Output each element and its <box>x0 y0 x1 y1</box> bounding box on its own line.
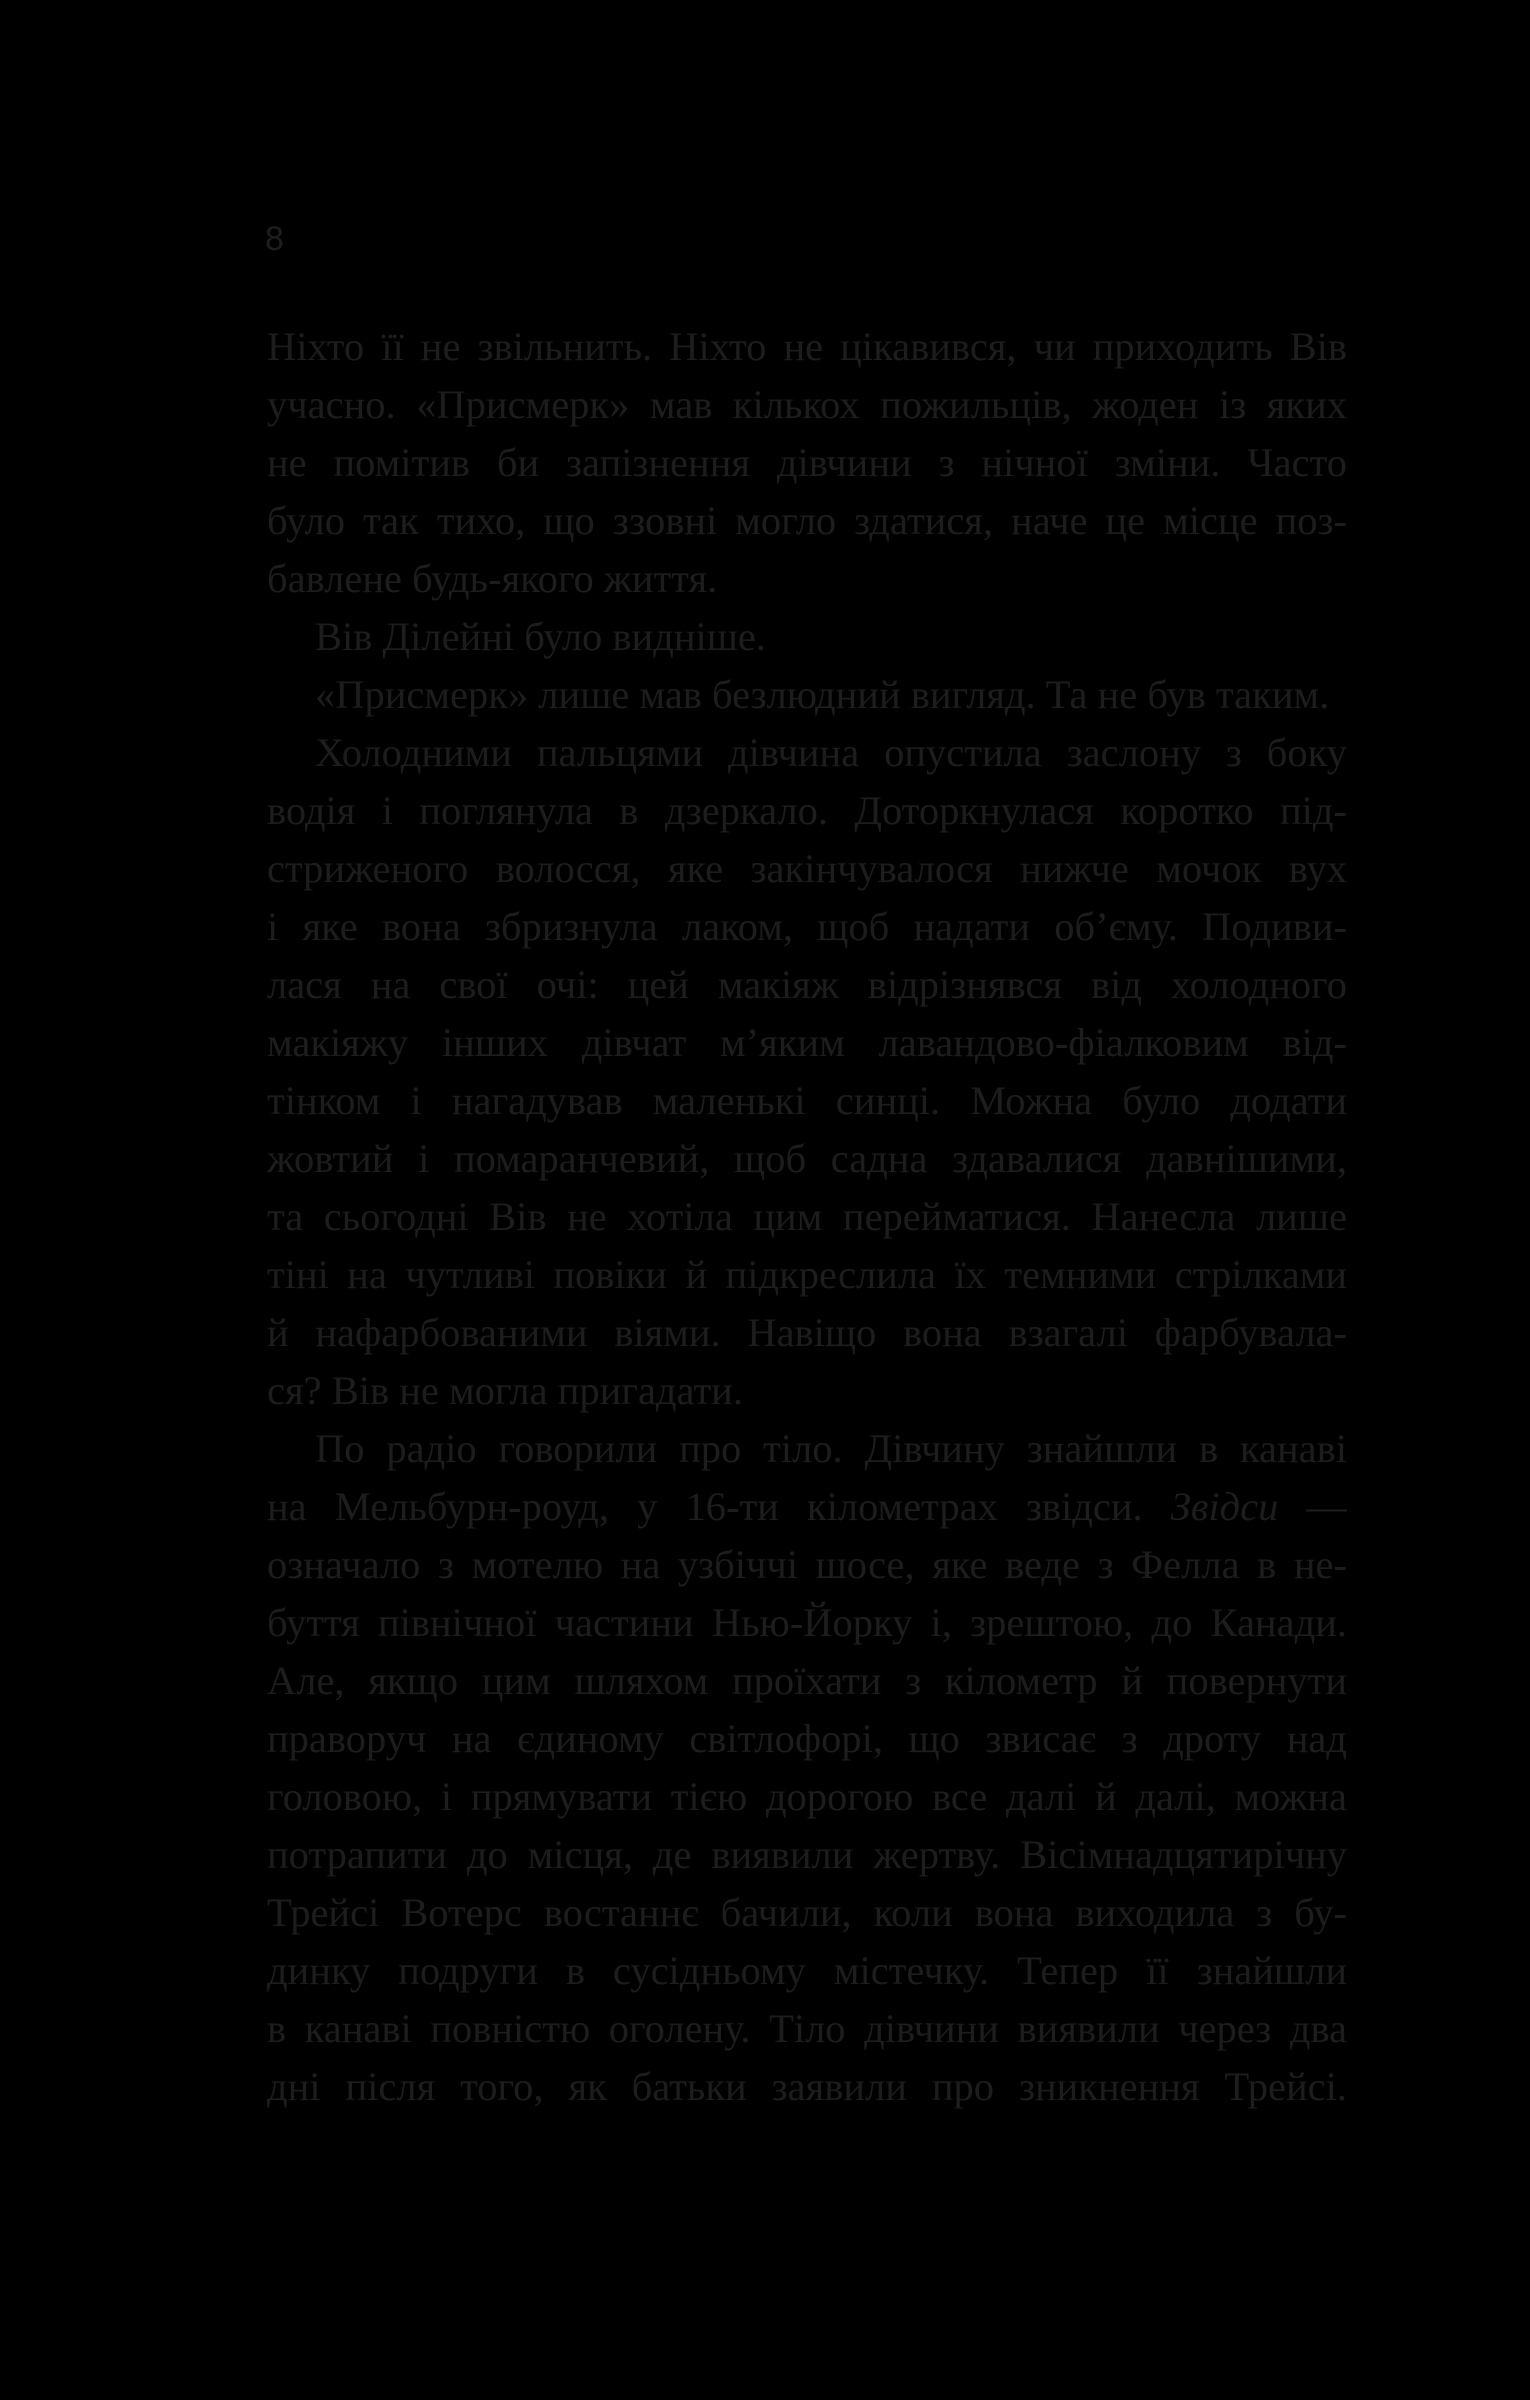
text-line: Але, якщо цим шляхом проїхати з кілометр й повернути <box>267 1658 1347 1703</box>
page-number: 8 <box>265 220 284 258</box>
text-line: дні після того, як батьки заявили про зникнення Трейсі. <box>267 2064 1347 2109</box>
text-line: не помітив би запізнення дівчини з нічної зміни. Часто <box>267 440 1347 485</box>
text-line: динку подруги в сусідньому містечку. Тепер її знайшли <box>267 1948 1347 1993</box>
text-line: праворуч на єдиному світлофорі, що звисає з дроту над <box>267 1716 1347 1761</box>
text-line: головою, і прямувати тією дорогою все далі й далі, можна <box>267 1774 1347 1819</box>
text-line <box>267 1478 1347 1536</box>
text-line: «Присмерк» лише мав безлюдний вигляд. Та не був таким. <box>315 672 1330 717</box>
text-line: було так тихо, що ззовні могло здатися, наче це місце поз- <box>267 498 1347 543</box>
text-span: на Мельбурн-роуд, у 16-ти кілометрах звідси. <box>267 1484 1171 1529</box>
text-line: ся? Вів не могла пригадати. <box>267 1368 743 1413</box>
text-line: Вів Ділейні було видніше. <box>315 614 767 659</box>
text-line: та сьогодні Вів не хотіла цим перейматися. Нанесла лише <box>267 1194 1347 1239</box>
text-line: бавлене будь-якого життя. <box>267 556 718 601</box>
text-line: Трейсі Вотерс востаннє бачили, коли вона виходила з бу- <box>267 1890 1347 1935</box>
text-span: — <box>1278 1484 1347 1529</box>
text-line: й нафарбованими віями. Навіщо вона взагалі фарбувала- <box>267 1310 1347 1355</box>
text-line: тіні на чутливі повіки й підкреслила їх темними стрілками <box>267 1252 1347 1297</box>
text-line: в канаві повністю оголену. Тіло дівчини виявили через два <box>267 2006 1347 2051</box>
text-line: макіяжу інших дівчат м’яким лавандово-фіалковим від- <box>267 1020 1347 1065</box>
text-line: і яке вона збризнула лаком, щоб надати об’єму. Подиви- <box>267 904 1347 949</box>
text-line: означало з мотелю на узбіччі шосе, яке веде з Фелла в не- <box>267 1542 1347 1587</box>
text-line: водія і поглянула в дзеркало. Доторкнулася коротко під- <box>267 788 1347 833</box>
text-line: Холодними пальцями дівчина опустила заслону з боку <box>315 730 1347 775</box>
text-line: буття північної частини Нью-Йорку і, зрештою, до Канади. <box>267 1600 1347 1645</box>
text-line: стриженого волосся, яке закінчувалося нижче мочок вух <box>267 846 1347 891</box>
text-line: По радіо говорили про тіло. Дівчину знайшли в канаві <box>315 1426 1347 1471</box>
italic-word: Звідси <box>1170 1484 1279 1529</box>
body-text <box>267 318 1347 2116</box>
text-line: учасно. «Присмерк» мав кількох пожильців, жоден із яких <box>267 382 1347 427</box>
text-line: лася на свої очі: цей макіяж відрізнявся від холодного <box>267 962 1347 1007</box>
text-line: тінком і нагадував маленькі синці. Можна було додати <box>267 1078 1347 1123</box>
text-line: жовтий і помаранчевий, щоб садна здавалися давнішими, <box>267 1136 1347 1181</box>
text-line: Ніхто її не звільнить. Ніхто не цікавився, чи приходить Вів <box>267 324 1347 369</box>
text-line: потрапити до місця, де виявили жертву. Вісімнадцятирічну <box>267 1832 1347 1877</box>
